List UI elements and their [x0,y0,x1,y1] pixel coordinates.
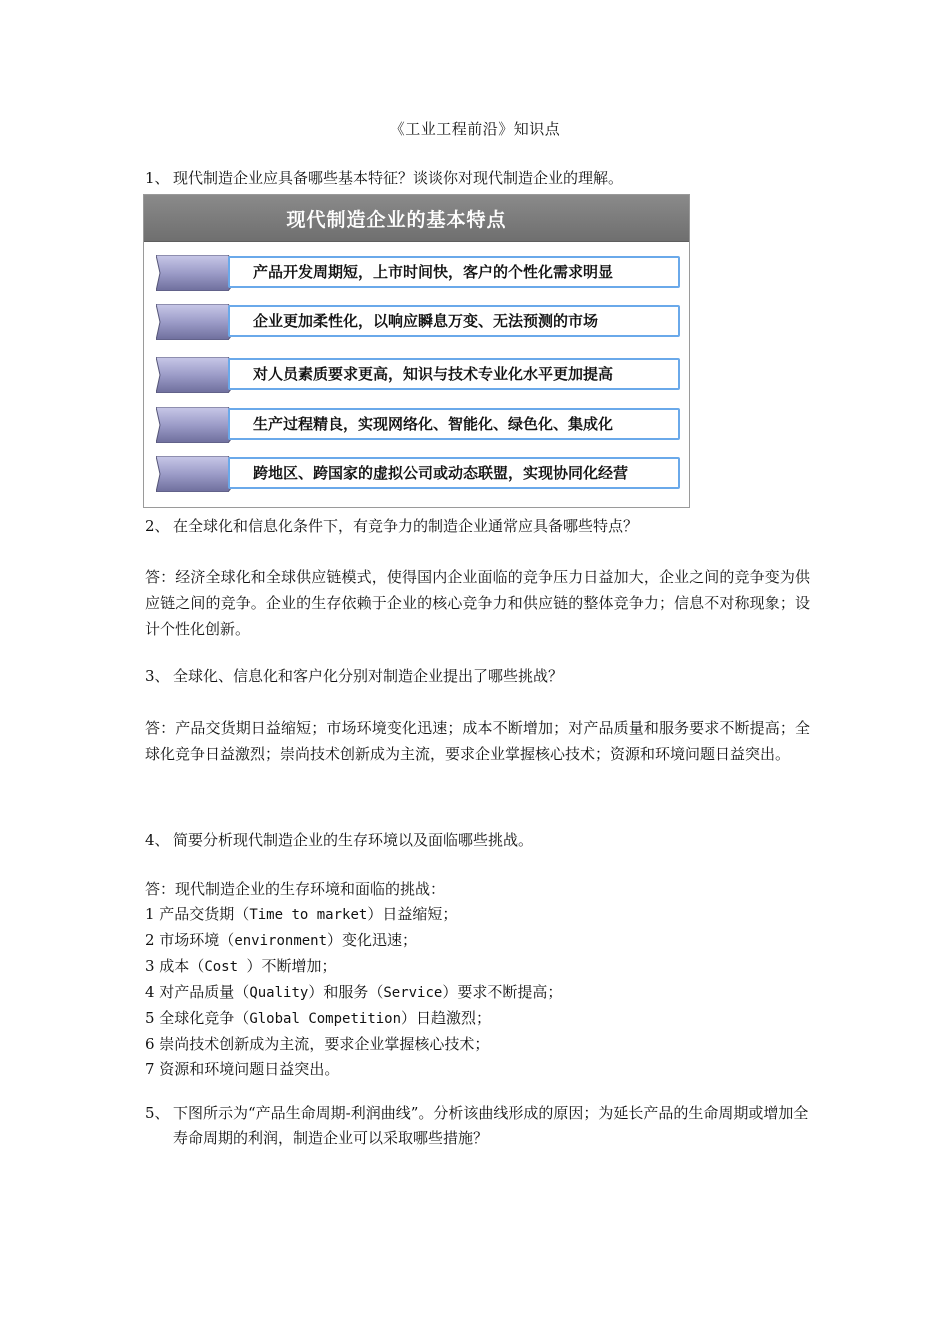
feature-item [156,302,680,342]
figure-header: 现代制造企业的基本特点 [144,195,689,242]
feature-text: 生产过程精良，实现网络化、智能化、绿色化、集成化 [253,415,614,433]
question-4 [145,828,810,853]
feature-item [156,355,680,395]
question-number: 5、 [145,1104,170,1122]
feature-text: 对人员素质要求更高，知识与技术专业化水平更加提高 [253,365,614,383]
list-item: 6 崇尚技术创新成为主流，要求企业掌握核心技术； [145,1035,490,1053]
question-2 [145,514,810,539]
question-text: 现代制造企业应具备哪些基本特征？谈谈你对现代制造企业的理解。 [173,169,624,187]
answer-4 [145,877,810,1082]
question-number: 4、 [145,831,170,849]
list-item: 5 全球化竞争（Global Competition）日趋激烈； [145,1009,492,1027]
feature-item [156,253,680,293]
answer-intro: 答：现代制造企业的生存环境和面临的挑战： [145,880,446,898]
feature-item [156,405,680,445]
list-item: 3 成本（Cost ）不断增加； [145,957,337,975]
answer-3: 答：产品交货期日益缩短；市场环境变化迅速；成本不断增加；对产品质量和服务要求不断提高；全球化竞争日益激烈；崇尚技术创新成为主流，要求企业掌握核心技术；资源和环境问题日益突出。 [145,719,810,763]
question-text: 简要分析现代制造企业的生存环境以及面临哪些挑战。 [173,831,534,849]
question-3 [145,664,810,689]
question-number: 2、 [145,517,170,535]
feature-text: 企业更加柔性化，以响应瞬息万变、无法预测的市场 [253,312,599,330]
feature-item [156,454,680,494]
question-number: 1、 [145,169,170,187]
page-title: 《工业工程前沿》知识点 [389,120,561,138]
list-item: 7 资源和环境问题日益突出。 [145,1060,340,1078]
feature-text: 跨地区、跨国家的虚拟公司或动态联盟，实现协同化经营 [253,464,629,482]
question-text: 全球化、信息化和客户化分别对制造企业提出了哪些挑战？ [173,667,564,685]
list-item: 4 对产品质量（Quality）和服务（Service）要求不断提高； [145,983,563,1001]
question-1 [145,166,810,191]
question-text: 下图所示为“产品生命周期-利润曲线”。分析该曲线形成的原因；为延长产品的生命周期或增加全寿命周期的利润，制造企业可以采取哪些措施？ [173,1104,809,1147]
features-figure [143,194,690,508]
list-item: 2 市场环境（environment）变化迅速； [145,931,418,949]
feature-text: 产品开发周期短，上市时间快，客户的个性化需求明显 [253,263,614,281]
question-text: 在全球化和信息化条件下，有竞争力的制造企业通常应具备哪些特点？ [173,517,639,535]
question-5 [145,1101,810,1151]
question-number: 3、 [145,667,170,685]
list-item: 1 产品交货期（Time to market）日益缩短； [145,905,458,923]
answer-2: 答：经济全球化和全球供应链模式，使得国内企业面临的竞争压力日益加大，企业之间的竞争变为供应链之间的竞争。企业的生存依赖于企业的核心竞争力和供应链的整体竞争力；信息不对称现象；设计个性化创新。 [145,568,810,638]
